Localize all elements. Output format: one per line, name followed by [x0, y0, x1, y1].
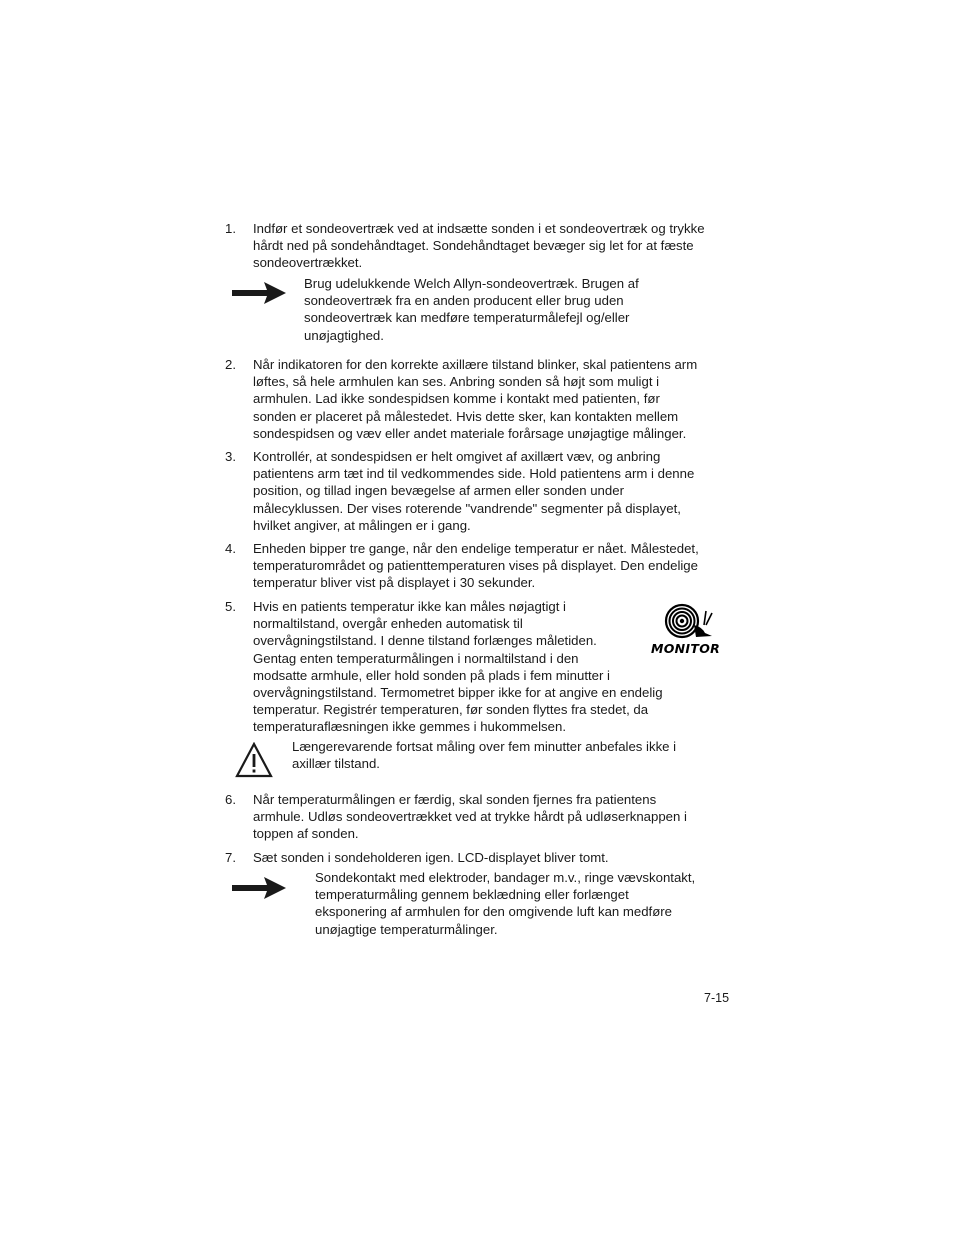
text-line: Sæt sonden i sondeholderen igen. LCD-displayet bliver tomt. — [253, 850, 609, 865]
warning-text — [292, 738, 676, 772]
text-line: målecyklussen. Der vises roterende "vandrende" segmenter på displayet, — [253, 500, 681, 516]
text-line: løftes, så hele armhulen kan ses. Anbring sonden så højt som muligt i — [253, 374, 660, 390]
text-line: temperaturaflæsningen ikke gemmes i hukommelsen. — [253, 719, 566, 735]
text-line: Enheden bipper tre gange, når den endelige temperatur er nået. Målestedet, — [253, 541, 699, 556]
step-text — [253, 540, 699, 592]
text-line: sondespidsen og væv eller andet materiale forårsage unøjagtige målinger. — [253, 425, 687, 441]
text-line: temperatur bliver vist på displayet i 30 sekunder. — [253, 575, 536, 591]
step-text — [253, 598, 663, 736]
text-line: armhulen. Lad ikke sondespidsen komme i kontakt med patienten, før — [253, 391, 660, 407]
text-line: temperatur. Registrér temperaturen, før sonden flyttes fra stedet, da — [253, 702, 649, 718]
text-line: Brug udelukkende Welch Allyn-sondeovertræk. Brugen af — [304, 276, 639, 291]
note-text — [304, 275, 639, 344]
text-line: overvågningstilstand. Termometret bipper ikke for at angive en endelig — [253, 684, 663, 700]
text-line: sondeovertrækket. — [253, 255, 363, 271]
text-line: temperaturmåling gennem beklædning eller forlænget — [315, 887, 629, 903]
text-line: sondeovertræk fra en anden producent eller brug uden — [304, 293, 624, 309]
text-line: position, og tillad ingen bevægelse af armen eller sonden under — [253, 483, 624, 499]
text-line: Hvis en patients temperatur ikke kan måles nøjagtigt i — [253, 599, 566, 614]
text-line: Kontrollér, at sondespidsen er helt omgivet af axillært væv, og anbring — [253, 449, 661, 464]
text-line: hårdt ned på sondehåndtaget. Sondehåndtaget bevæger sig let for at fæste — [253, 238, 694, 254]
text-line: modsatte armhule, eller hold sonden på plads i fem minutter i — [253, 667, 610, 683]
step-number: 5. — [225, 599, 236, 614]
step-text — [253, 791, 687, 843]
warning-triangle-icon — [235, 742, 273, 783]
text-line: Længerevarende fortsat måling over fem minutter anbefales ikke i — [292, 739, 677, 754]
text-line: unøjagtighed. — [304, 327, 384, 343]
text-line: armhule. Udløs sondeovertrækket ved at trykke hårdt på udløserknappen i — [253, 809, 687, 825]
step-number: 6. — [225, 792, 236, 807]
step-text — [253, 356, 697, 442]
text-line: hvilket angiver, at målingen er i gang. — [253, 517, 471, 533]
step-text — [253, 448, 694, 534]
text-line: toppen af sonden. — [253, 826, 359, 842]
step-number: 1. — [225, 221, 236, 236]
text-line: overvågningstilstand. I denne tilstand forlænges måletiden. — [253, 633, 597, 649]
text-line: temperaturområdet og patienttemperaturen vises på displayet. Den endelige — [253, 558, 698, 574]
text-line: normaltilstand, overgår enheden automatisk til — [253, 616, 523, 632]
text-line: sondeovertræk kan medføre temperaturmålefejl og/eller — [304, 310, 630, 326]
note-text — [315, 869, 695, 938]
text-line: Når temperaturmålingen er færdig, skal sonden fjernes fra patientens — [253, 792, 657, 807]
text-line: Indfør et sondeovertræk ved at indsætte sonden i et sondeovertræk og trykke — [253, 221, 705, 236]
text-line: eksponering af armhulen for den omgivende luft kan medføre — [315, 904, 672, 920]
step-number: 4. — [225, 541, 236, 556]
snail-icon — [660, 603, 714, 644]
text-line: patientens arm tæt ind til vedkommendes side. Hold patientens arm i denne — [253, 466, 695, 482]
text-line: axillær tilstand. — [292, 756, 380, 772]
text-line: sonden er placeret på målestedet. Hvis dette sker, kan kontakten mellem — [253, 408, 679, 424]
step-number: 3. — [225, 449, 236, 464]
step-number: 2. — [225, 357, 236, 372]
monitor-label: MONITOR — [651, 641, 721, 656]
text-line: Gentag enten temperaturmålingen i normaltilstand i den — [253, 650, 579, 666]
text-line: Sondekontakt med elektroder, bandager m.v., ringe vævskontakt, — [315, 870, 696, 885]
step-number: 7. — [225, 850, 236, 865]
page-number: 7-15 — [704, 991, 730, 1005]
text-line: unøjagtige temperaturmålinger. — [315, 921, 498, 937]
arrow-icon — [231, 876, 287, 905]
step-text — [253, 220, 705, 272]
step-text — [253, 849, 609, 866]
text-line: Når indikatoren for den korrekte axillære tilstand blinker, skal patientens arm — [253, 357, 698, 372]
arrow-icon — [231, 281, 287, 310]
